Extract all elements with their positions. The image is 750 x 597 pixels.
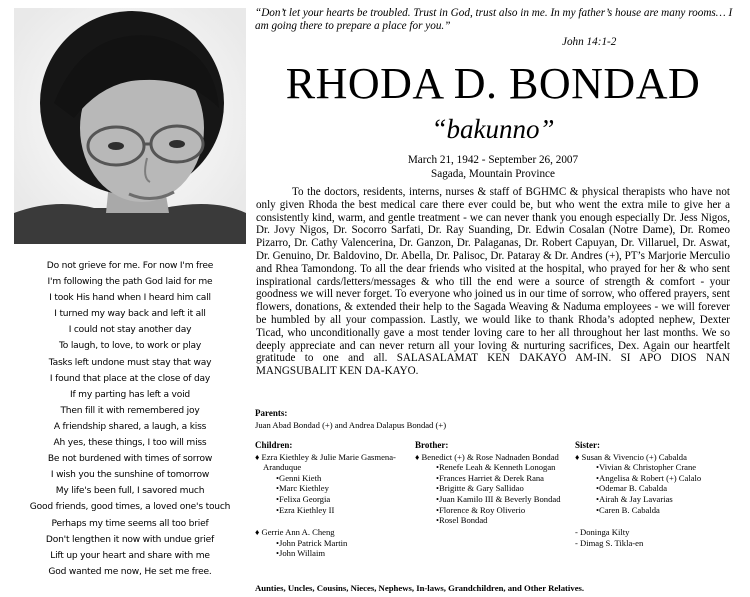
life-dates: March 21, 1942 - September 26, 2007 xyxy=(407,154,579,166)
relative-name: •Frances Harriet & Derek Rana xyxy=(436,472,544,483)
relative-name: •Angelisa & Robert (+) Calalo xyxy=(596,472,702,483)
relative-name: •Airah & Jay Lavarias xyxy=(596,493,673,504)
brother-heading: Brother: xyxy=(415,440,449,450)
poem-line: I could not stay another day xyxy=(68,325,192,336)
poem-line: Do not grieve for me. For now I'm free xyxy=(46,261,214,271)
parents-heading: Parents: xyxy=(255,408,288,418)
parents-names: Juan Abad Bondad (+) and Andrea Dalapus Bondad (+) xyxy=(255,420,447,430)
scripture-reference: John 14:1-2 xyxy=(562,36,617,48)
nephews-nieces-list xyxy=(415,462,565,526)
relative-name: •Vivian & Christopher Crane xyxy=(596,462,697,473)
poem-line: Don't lengthen it now with undue grief xyxy=(45,534,215,545)
poem-line: Tasks left undone must stay that way xyxy=(48,357,212,368)
poem-line: I took His hand when I heard him call xyxy=(49,293,211,304)
poem-line: Perhaps my time seems all too brief xyxy=(51,518,209,529)
other-relatives-list xyxy=(575,527,740,548)
children-heading: Children: xyxy=(255,440,293,450)
sister-heading: Sister: xyxy=(575,440,600,450)
relative-name: •Caren B. Cabalda xyxy=(596,504,660,515)
relative-name: •Florence & Roy Oliverio xyxy=(436,504,526,515)
farewell-poem xyxy=(14,258,246,580)
children-entry-2: ♦ Gerrie Ann A. Cheng xyxy=(255,527,335,538)
hometown: Sagada, Mountain Province xyxy=(431,168,555,180)
relative-name: •Renefe Leah & Kenneth Lonogan xyxy=(436,462,556,473)
brother-column xyxy=(415,440,565,526)
sister-children-list xyxy=(575,462,740,515)
poem-line: To laugh, to love, to work or play xyxy=(58,341,202,352)
poem-line: I wish you the sunshine of tomorrow xyxy=(50,470,210,481)
poem-line: Then fill it with remembered joy xyxy=(60,405,200,416)
relative-name: •Juan Kamilo III & Beverly Bondad xyxy=(436,493,561,504)
nickname: “bakunno” xyxy=(431,114,555,144)
sister-column xyxy=(575,440,740,548)
relative-name: •Rosel Bondad xyxy=(436,515,488,526)
grandchild-name: •Marc Kiethley xyxy=(276,483,329,494)
children-entry-1: ♦ Ezra Kiethley & Julie Marie Gasmena-Aranduque xyxy=(255,451,396,473)
portrait-photo xyxy=(14,8,246,244)
poem-line: Good friends, good times, a loved one's touch xyxy=(29,502,231,513)
children-column xyxy=(255,440,405,559)
poem-line: Be not burdened with times of sorrow xyxy=(47,454,213,465)
poem-line: I found that place at the close of day xyxy=(49,373,211,384)
poem-line: Lift up your heart and share with me xyxy=(50,550,210,561)
poem-line: God wanted me now, He set me free. xyxy=(48,566,212,577)
extended-family-line: Aunties, Uncles, Cousins, Nieces, Nephews, In-laws, Grandchildren, and Other Relatives. xyxy=(255,583,585,593)
poem-line: I'm following the path God laid for me xyxy=(47,277,213,288)
poem-line: A friendship shared, a laugh, a kiss xyxy=(53,421,207,432)
poem-line: Ah yes, these things, I too will miss xyxy=(53,438,207,449)
grandchildren-list-2 xyxy=(255,538,405,559)
grandchildren-list-1 xyxy=(255,473,405,515)
relative-name: - Dimag S. Tikla-en xyxy=(575,537,644,548)
scripture-quote: “Don’t let your hearts be troubled. Trust in God, trust also in me. In my father’s house are many rooms… I am going there to prepare a place for you.” xyxy=(255,7,733,32)
brother-entry-1: ♦ Benedict (+) & Rose Nadnaden Bondad xyxy=(415,451,559,462)
grandchild-name: •John Willaim xyxy=(276,548,326,559)
grandchild-name: •Ezra Kiethley II xyxy=(276,504,335,515)
grandchild-name: •Genni Kieth xyxy=(276,472,322,483)
sister-entry-1: ♦ Susan & Vivencio (+) Cabalda xyxy=(575,451,687,462)
deceased-name: RHODA D. BONDAD xyxy=(285,59,701,108)
relative-name: - Doninga Kilty xyxy=(575,527,630,538)
grandchild-name: •Felixa Georgia xyxy=(276,493,331,504)
poem-line: I turned my way back and left it all xyxy=(54,309,206,320)
poem-line: If my parting has left a void xyxy=(70,389,190,400)
grandchild-name: •John Patrick Martin xyxy=(276,537,348,548)
poem-line: My life's been full, I savored much xyxy=(55,486,205,497)
relative-name: •Odemar B. Cabalda xyxy=(596,483,668,494)
acknowledgment-paragraph: To the doctors, residents, interns, nurses & staff of BGHMC & physical therapists who have not only given Rhoda the best medical care there ever could be, but who went the extra mile to give her a consistently kind, warm, and gentle treatment - we can never thank you enough especially Dr. Jess Nigos, Dr. Jovy Nigos, Dr. Socorro Sarfati, Dr. Ray Suanding, Dr. Edwin Cosalan (Notre Dame), Dr. Romeo Pizarro, Dr. Cathy Valencerina, Dr. Ganzon, Dr. Palaganas, Dr. Robert Capuyan, Dr. Villaruel, Dr. Aswat, Dr. Genuino, Dr. Baldovino, Dr. Abella, Dr. Palisoc, Dr. Pataray & Dr. Andres (+), PT’s Marjorie Merculio and Rhea Tamondong. To all the dear friends who visited at the hospital, who prayed for her & who sent inspirational cards/letters/messages & who till the end were a source of strength & comfort - your goodness we will never forget. To everyone who joined us in our time of sorrow, who offered prayers, sent flowers, donations, & extended their help to the Sagada Weaving & Naduma employees - we will forever be humbled by all your compassion. Lastly, we would like to thank Rhoda’s adopted nephew, Dexter Ticad, who unconditionally gave a most tender loving care to her all throughout her last months. We so deeply appreciate and can never return all your loving & nurturing sacrifices, Dex. Again our heartfelt gratitude to one and all. SALASALAMAT KEN DAKAYO AM-IN. SI APO DIOS NAN MANGSUBALIT KEN DA-KAYO. xyxy=(256,186,730,378)
relative-name: •Brigitte & Gary Sallidao xyxy=(436,483,524,494)
